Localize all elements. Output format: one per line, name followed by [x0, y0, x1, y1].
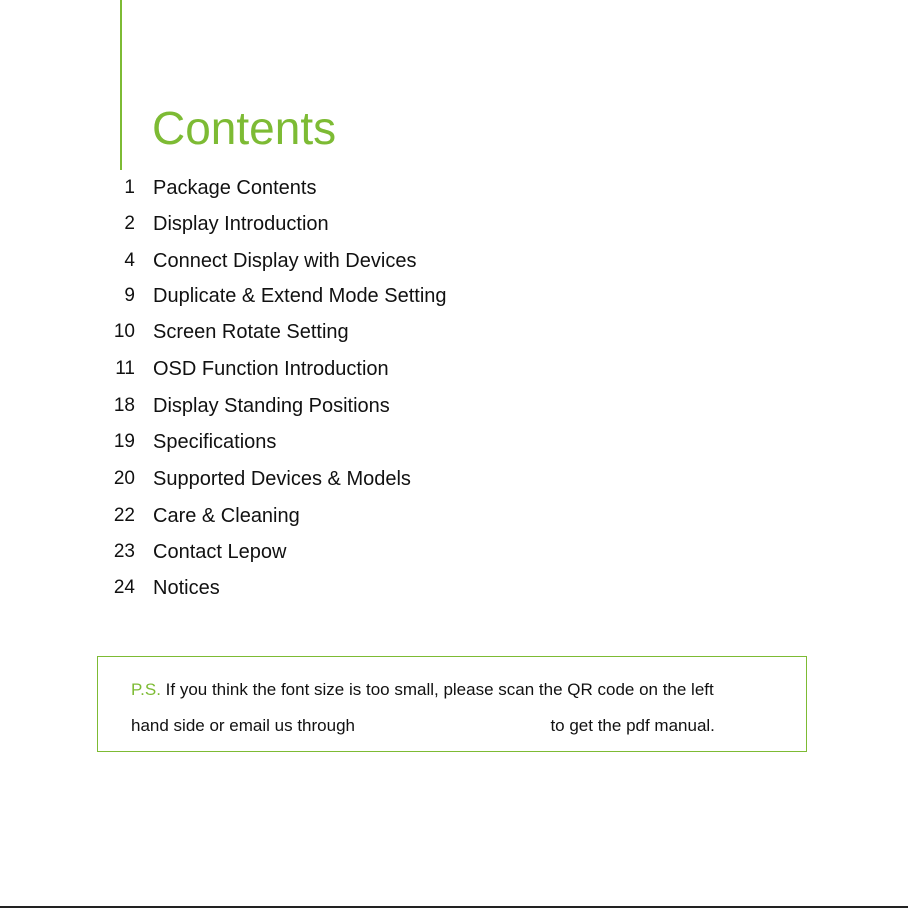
- toc-entry-title: Notices: [153, 576, 220, 599]
- toc-entry[interactable]: [100, 247, 416, 275]
- toc-entry[interactable]: [100, 538, 286, 566]
- toc-page-number: 23: [113, 541, 135, 562]
- toc-entry[interactable]: [100, 392, 390, 420]
- toc-entry[interactable]: [100, 502, 300, 530]
- toc-page-number: 24: [113, 577, 135, 598]
- toc-page-number: 22: [113, 505, 135, 526]
- toc-entry[interactable]: [100, 355, 389, 383]
- toc-entry-title: Screen Rotate Setting: [153, 320, 349, 343]
- toc-entry[interactable]: [100, 282, 447, 310]
- toc-page-number: 19: [113, 431, 135, 452]
- toc-entry-title: Package Contents: [153, 176, 317, 199]
- note-text-line-2-end: to get the pdf manual.: [550, 716, 715, 735]
- toc-page-number: 18: [113, 395, 135, 416]
- note-text-line-1: If you think the font size is too small, please scan the QR code on the left: [160, 680, 714, 699]
- toc-entry[interactable]: [100, 318, 349, 346]
- toc-entry-title: Contact Lepow: [153, 540, 287, 563]
- page-title: Contents: [152, 102, 337, 154]
- toc-page-number: 20: [113, 468, 135, 489]
- toc-entry-title: Connect Display with Devices: [153, 249, 417, 272]
- toc-page-number: 2: [124, 213, 135, 234]
- toc-page-number: 10: [113, 321, 135, 342]
- toc-entry-title: Specifications: [153, 430, 277, 453]
- toc-entry-title: Duplicate & Extend Mode Setting: [153, 284, 447, 307]
- toc-entry-title: Display Standing Positions: [153, 394, 390, 417]
- toc-entry[interactable]: [100, 428, 276, 456]
- toc-page-number: 9: [124, 285, 135, 306]
- toc-page-number: 4: [124, 250, 135, 271]
- toc-entry[interactable]: [100, 210, 329, 238]
- note-text-line-2-start: hand side or email us through: [131, 716, 355, 735]
- toc-entry-title: Display Introduction: [153, 212, 329, 235]
- toc-page-number: 1: [124, 177, 135, 198]
- email-address-gap: [360, 730, 546, 731]
- note-line-2: [131, 716, 715, 736]
- note-prefix: P.S.: [131, 680, 161, 699]
- font-size-note-box: [97, 656, 807, 752]
- toc-entry-title: Care & Cleaning: [153, 504, 300, 527]
- toc-entry[interactable]: [100, 174, 316, 202]
- toc-entry-title: OSD Function Introduction: [153, 357, 389, 380]
- toc-entry-title: Supported Devices & Models: [153, 467, 411, 490]
- toc-entry[interactable]: [100, 574, 220, 602]
- toc-page-number: 11: [115, 358, 135, 379]
- note-line-1: [131, 680, 714, 700]
- toc-entry[interactable]: [100, 465, 411, 493]
